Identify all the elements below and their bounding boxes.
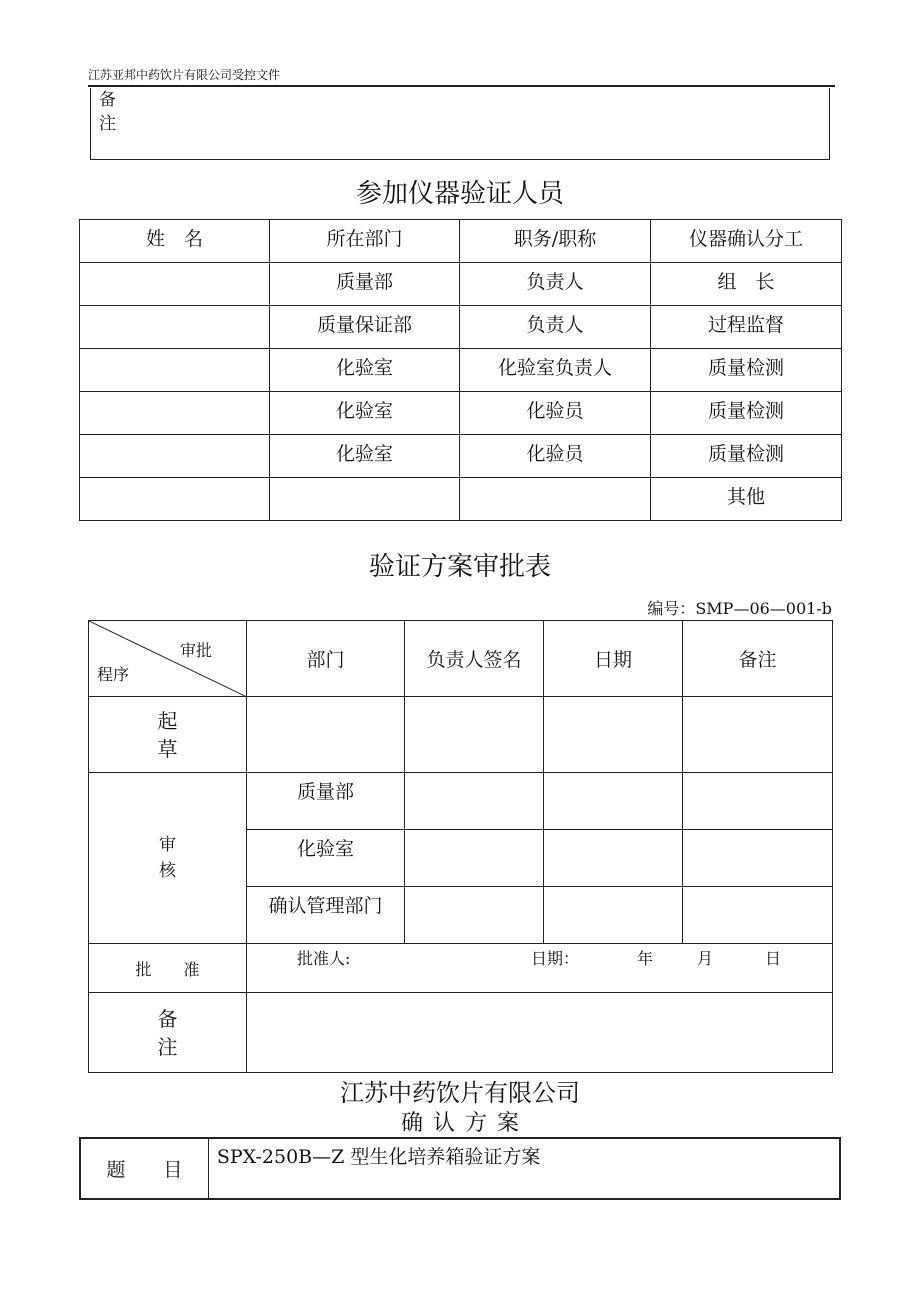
- table-row: [80, 306, 842, 349]
- draft-remark-cell[interactable]: [683, 697, 833, 773]
- header-role: 仪器确认分工: [651, 220, 842, 263]
- cell-department: 化验室: [270, 392, 460, 435]
- draft-label-cell: [89, 697, 247, 773]
- personnel-table: [79, 219, 842, 521]
- review-remark-cell[interactable]: [683, 830, 833, 887]
- subject-table: [79, 1137, 841, 1200]
- table-row: [80, 392, 842, 435]
- remark-content-cell[interactable]: [247, 993, 833, 1073]
- document-code: 编号：SMP—06—001-b: [647, 599, 832, 618]
- cell-department: 化验室: [270, 435, 460, 478]
- review-signature-cell[interactable]: [405, 887, 544, 944]
- review-signature-cell[interactable]: [405, 773, 544, 830]
- cell-position: 化验员: [460, 435, 651, 478]
- diagonal-line: [89, 621, 247, 697]
- header-signature: 负责人签名: [405, 621, 544, 697]
- cell-role: 质量检测: [651, 392, 842, 435]
- cell-department: [270, 478, 460, 521]
- header-divider: [88, 85, 835, 87]
- review-department: 质量部: [247, 773, 405, 830]
- subject-value: SPX-250B—Z 型生化培养箱验证方案: [208, 1138, 840, 1199]
- approve-content-cell[interactable]: [247, 944, 833, 993]
- review-date-cell[interactable]: [544, 887, 683, 944]
- review-date-cell[interactable]: [544, 830, 683, 887]
- controlled-document-header: 江苏亚邦中药饮片有限公司受控文件: [88, 68, 281, 82]
- review-label-cell: [89, 773, 247, 944]
- cell-role: 其他: [651, 478, 842, 521]
- draft-date-cell[interactable]: [544, 697, 683, 773]
- cell-department: 质量部: [270, 263, 460, 306]
- table-row: [80, 435, 842, 478]
- table-row: [80, 263, 842, 306]
- review-remark-cell[interactable]: [683, 887, 833, 944]
- review-signature-cell[interactable]: [405, 830, 544, 887]
- diag-label-procedure: 程序: [97, 665, 130, 684]
- cell-role: 质量检测: [651, 435, 842, 478]
- draft-row: [89, 697, 833, 773]
- header-remark: 备注: [683, 621, 833, 697]
- month-label: 月: [697, 949, 714, 968]
- cell-position: 化验室负责人: [460, 349, 651, 392]
- header-position: 职务/职称: [460, 220, 651, 263]
- cell-position: 化验员: [460, 392, 651, 435]
- table-row: [80, 478, 842, 521]
- company-name: 江苏中药饮片有限公司: [340, 1079, 580, 1107]
- personnel-title: 参加仪器验证人员: [355, 179, 564, 209]
- header-department: 所在部门: [270, 220, 460, 263]
- day-label: 日: [765, 949, 782, 968]
- review-date-cell[interactable]: [544, 773, 683, 830]
- year-label: 年: [637, 949, 654, 968]
- top-remark-label: 备 注: [99, 90, 116, 134]
- top-remark-box: [90, 88, 830, 160]
- remark-label: 备 注: [157, 1006, 178, 1059]
- remark-label-cell: [89, 993, 247, 1073]
- cell-role: 质量检测: [651, 349, 842, 392]
- table-row: [80, 349, 842, 392]
- remark-row: [89, 993, 833, 1073]
- approval-header-row: [89, 621, 833, 697]
- cell-name: [80, 263, 270, 306]
- approver-label: 批准人:: [297, 949, 351, 968]
- review-row: [89, 773, 833, 830]
- cell-position: 负责人: [460, 263, 651, 306]
- approve-row: [89, 944, 833, 993]
- header-department: 部门: [247, 621, 405, 697]
- diagonal-header-cell: [89, 621, 247, 697]
- cell-name: [80, 478, 270, 521]
- approval-title: 验证方案审批表: [368, 552, 551, 582]
- approve-date-label: 日期：: [531, 949, 580, 968]
- review-department: 化验室: [247, 830, 405, 887]
- review-remark-cell[interactable]: [683, 773, 833, 830]
- cell-name: [80, 306, 270, 349]
- cell-position: 负责人: [460, 306, 651, 349]
- cell-position: [460, 478, 651, 521]
- draft-label: 起 草: [157, 708, 178, 761]
- plan-title: 确认方案: [400, 1111, 529, 1136]
- table-header-row: [80, 220, 842, 263]
- approval-table: [88, 620, 833, 1073]
- cell-role: 过程监督: [651, 306, 842, 349]
- draft-signature-cell[interactable]: [405, 697, 544, 773]
- diag-label-approval: 审批: [179, 641, 212, 660]
- review-department: 确认管理部门: [247, 887, 405, 944]
- approve-label: 批 准: [89, 944, 247, 993]
- subject-row: [80, 1138, 840, 1199]
- cell-name: [80, 392, 270, 435]
- cell-department: 化验室: [270, 349, 460, 392]
- header-date: 日期: [544, 621, 683, 697]
- cell-name: [80, 435, 270, 478]
- header-name: 姓 名: [80, 220, 270, 263]
- cell-name: [80, 349, 270, 392]
- cell-role: 组 长: [651, 263, 842, 306]
- review-label: 审 核: [159, 835, 176, 881]
- subject-label: 题 目: [80, 1138, 208, 1199]
- cell-department: 质量保证部: [270, 306, 460, 349]
- draft-department-cell[interactable]: [247, 697, 405, 773]
